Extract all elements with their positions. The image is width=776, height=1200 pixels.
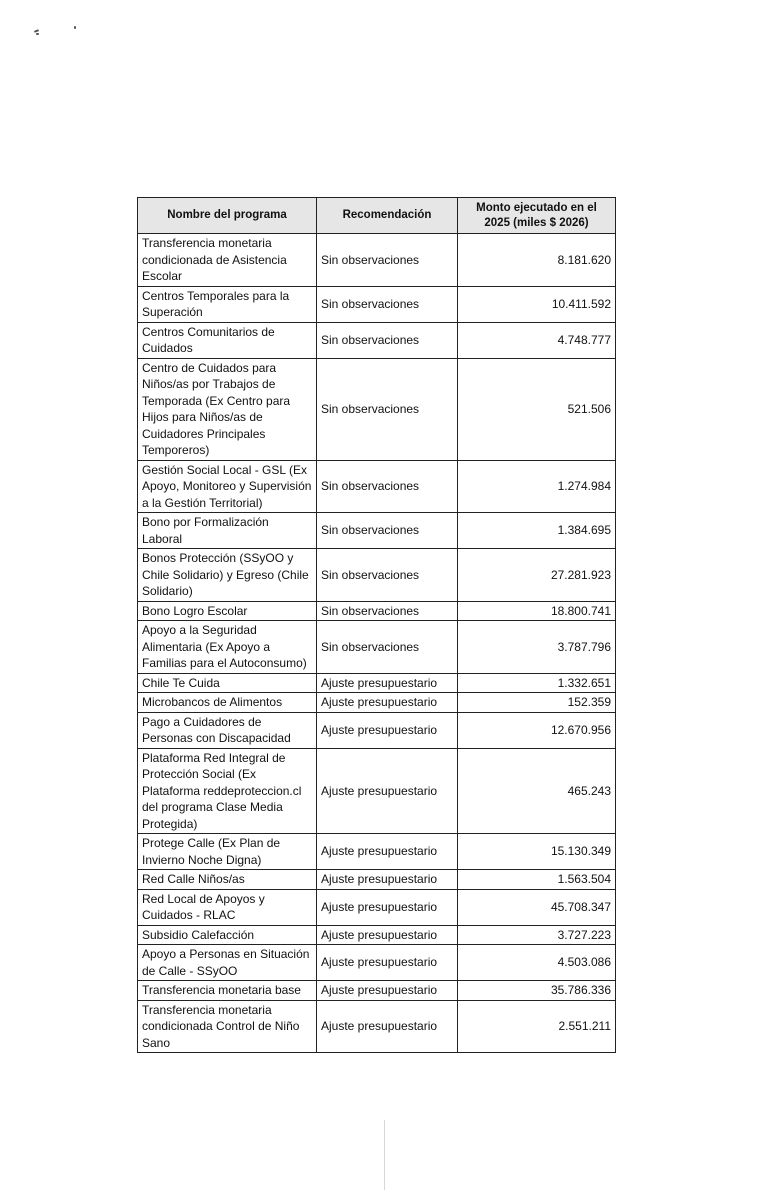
table-row bbox=[138, 981, 616, 1001]
table-row bbox=[138, 748, 616, 834]
header-program-name: Nombre del programa bbox=[138, 198, 317, 234]
recommendation-cell: Sin observaciones bbox=[317, 286, 458, 322]
amount-cell: 3.727.223 bbox=[458, 925, 616, 945]
program-name-cell: Centros Temporales para la Superación bbox=[138, 286, 317, 322]
table-row bbox=[138, 1000, 616, 1053]
table-row bbox=[138, 925, 616, 945]
table-row bbox=[138, 712, 616, 748]
recommendation-cell: Ajuste presupuestario bbox=[317, 981, 458, 1001]
program-name-cell: Subsidio Calefacción bbox=[138, 925, 317, 945]
recommendation-cell: Ajuste presupuestario bbox=[317, 889, 458, 925]
program-name-cell: Bonos Protección (SSyOO y Chile Solidario) y Egreso (Chile Solidario) bbox=[138, 549, 317, 602]
recommendation-cell: Ajuste presupuestario bbox=[317, 673, 458, 693]
amount-cell: 2.551.211 bbox=[458, 1000, 616, 1053]
program-name-cell: Bono Logro Escolar bbox=[138, 601, 317, 621]
table-row bbox=[138, 549, 616, 602]
amount-cell: 8.181.620 bbox=[458, 234, 616, 287]
table-row bbox=[138, 460, 616, 513]
scan-artifact bbox=[30, 22, 90, 42]
amount-cell: 45.708.347 bbox=[458, 889, 616, 925]
program-name-cell: Gestión Social Local - GSL (Ex Apoyo, Monitoreo y Supervisión a la Gestión Territorial) bbox=[138, 460, 317, 513]
table-row bbox=[138, 358, 616, 460]
program-name-cell: Transferencia monetaria base bbox=[138, 981, 317, 1001]
table-row bbox=[138, 693, 616, 713]
header-amount: Monto ejecutado en el 2025 (miles $ 2026) bbox=[458, 198, 616, 234]
recommendation-cell: Ajuste presupuestario bbox=[317, 712, 458, 748]
recommendation-cell: Ajuste presupuestario bbox=[317, 834, 458, 870]
program-name-cell: Plataforma Red Integral de Protección Social (Ex Plataforma reddeproteccion.cl del programa Clase Media Protegida) bbox=[138, 748, 317, 834]
table-row bbox=[138, 673, 616, 693]
amount-cell: 1.274.984 bbox=[458, 460, 616, 513]
amount-cell: 15.130.349 bbox=[458, 834, 616, 870]
amount-cell: 18.800.741 bbox=[458, 601, 616, 621]
recommendation-cell: Ajuste presupuestario bbox=[317, 748, 458, 834]
amount-cell: 4.503.086 bbox=[458, 945, 616, 981]
recommendation-cell: Sin observaciones bbox=[317, 460, 458, 513]
program-name-cell: Centro de Cuidados para Niños/as por Trabajos de Temporada (Ex Centro para Hijos para Niños/as de Cuidadores Principales Temporeros) bbox=[138, 358, 317, 460]
scan-fold-line bbox=[384, 1120, 385, 1190]
program-name-cell: Bono por Formalización Laboral bbox=[138, 513, 317, 549]
program-name-cell: Centros Comunitarios de Cuidados bbox=[138, 322, 317, 358]
table-row bbox=[138, 322, 616, 358]
program-name-cell: Transferencia monetaria condicionada de Asistencia Escolar bbox=[138, 234, 317, 287]
amount-cell: 4.748.777 bbox=[458, 322, 616, 358]
amount-cell: 1.384.695 bbox=[458, 513, 616, 549]
amount-cell: 465.243 bbox=[458, 748, 616, 834]
program-name-cell: Protege Calle (Ex Plan de Invierno Noche Digna) bbox=[138, 834, 317, 870]
table-row bbox=[138, 834, 616, 870]
program-name-cell: Apoyo a la Seguridad Alimentaria (Ex Apoyo a Familias para el Autoconsumo) bbox=[138, 621, 317, 674]
recommendation-cell: Sin observaciones bbox=[317, 621, 458, 674]
table-row bbox=[138, 945, 616, 981]
program-name-cell: Pago a Cuidadores de Personas con Discapacidad bbox=[138, 712, 317, 748]
recommendation-cell: Ajuste presupuestario bbox=[317, 945, 458, 981]
program-name-cell: Microbancos de Alimentos bbox=[138, 693, 317, 713]
table-row bbox=[138, 621, 616, 674]
program-name-cell: Apoyo a Personas en Situación de Calle - SSyOO bbox=[138, 945, 317, 981]
programs-table bbox=[137, 197, 616, 1053]
program-name-cell: Red Calle Niños/as bbox=[138, 870, 317, 890]
amount-cell: 1.563.504 bbox=[458, 870, 616, 890]
recommendation-cell: Sin observaciones bbox=[317, 601, 458, 621]
table-header-row bbox=[138, 198, 616, 234]
header-recommendation: Recomendación bbox=[317, 198, 458, 234]
table-row bbox=[138, 889, 616, 925]
amount-cell: 35.786.336 bbox=[458, 981, 616, 1001]
amount-cell: 27.281.923 bbox=[458, 549, 616, 602]
amount-cell: 3.787.796 bbox=[458, 621, 616, 674]
recommendation-cell: Sin observaciones bbox=[317, 513, 458, 549]
recommendation-cell: Ajuste presupuestario bbox=[317, 925, 458, 945]
recommendation-cell: Ajuste presupuestario bbox=[317, 870, 458, 890]
recommendation-cell: Sin observaciones bbox=[317, 234, 458, 287]
program-name-cell: Red Local de Apoyos y Cuidados - RLAC bbox=[138, 889, 317, 925]
table-body bbox=[138, 234, 616, 1053]
recommendation-cell: Sin observaciones bbox=[317, 549, 458, 602]
table-row bbox=[138, 513, 616, 549]
table-row bbox=[138, 286, 616, 322]
amount-cell: 12.670.956 bbox=[458, 712, 616, 748]
program-name-cell: Chile Te Cuida bbox=[138, 673, 317, 693]
recommendation-cell: Sin observaciones bbox=[317, 322, 458, 358]
recommendation-cell: Ajuste presupuestario bbox=[317, 693, 458, 713]
table-row bbox=[138, 601, 616, 621]
program-name-cell: Transferencia monetaria condicionada Control de Niño Sano bbox=[138, 1000, 317, 1053]
amount-cell: 521.506 bbox=[458, 358, 616, 460]
table-row bbox=[138, 234, 616, 287]
recommendation-cell: Sin observaciones bbox=[317, 358, 458, 460]
recommendation-cell: Ajuste presupuestario bbox=[317, 1000, 458, 1053]
amount-cell: 152.359 bbox=[458, 693, 616, 713]
amount-cell: 10.411.592 bbox=[458, 286, 616, 322]
amount-cell: 1.332.651 bbox=[458, 673, 616, 693]
table-row bbox=[138, 870, 616, 890]
